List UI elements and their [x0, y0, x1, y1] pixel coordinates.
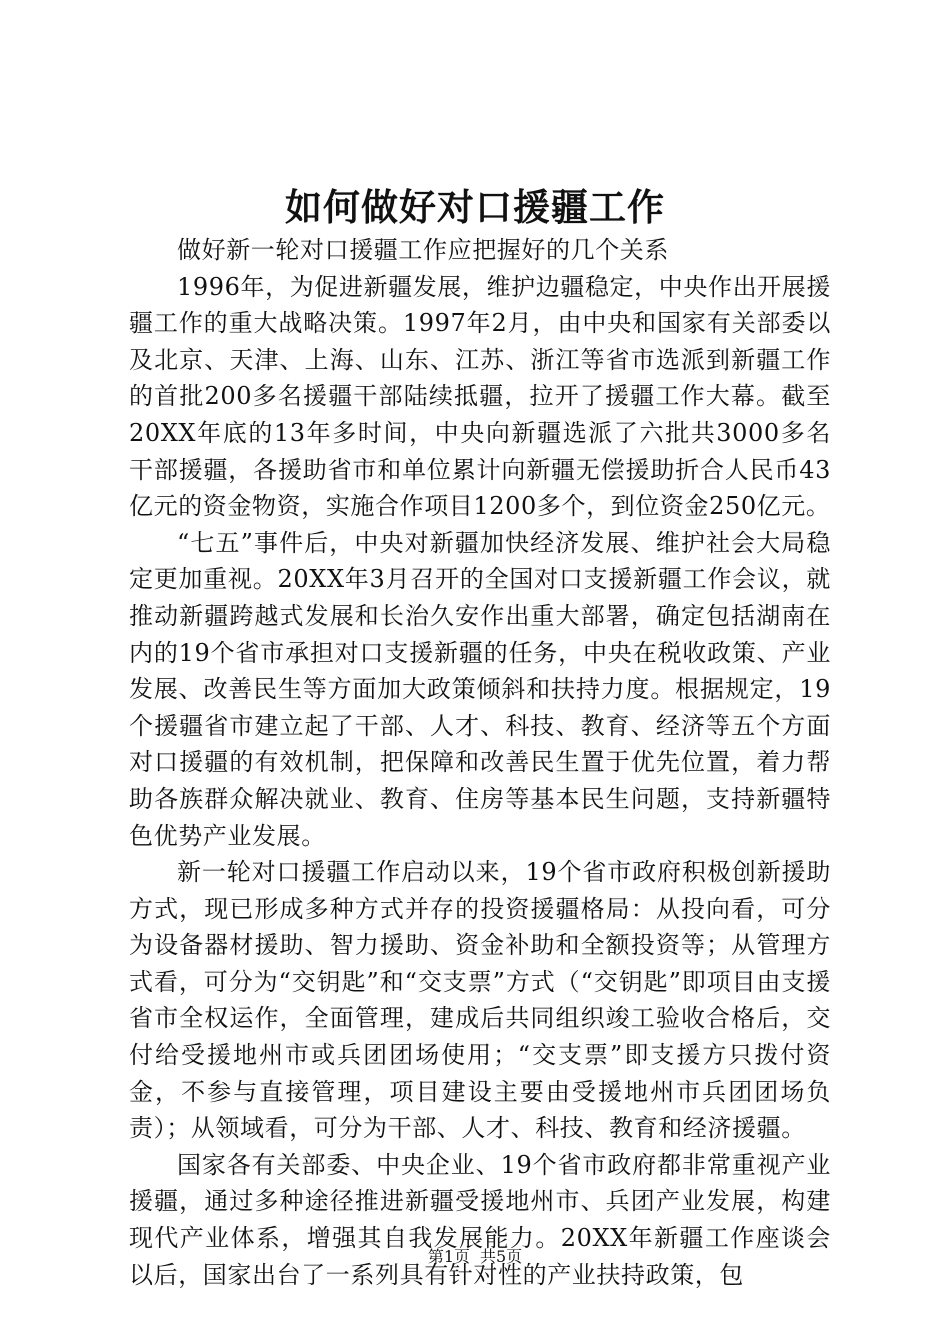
subtitle-paragraph: 做好新一轮对口援疆工作应把握好的几个关系 [177, 236, 669, 264]
page-footer [0, 1246, 950, 1268]
body-paragraph: 1996年，为促进新疆发展，维护边疆稳定，中央作出开展援疆工作的重大战略决策。1997年2月，由中央和国家有关部委以及北京、天津、上海、山东、江苏、浙江等省市选派到新疆工作的首批200多名援疆干部陆续抵疆，拉开了援疆工作大幕。截至20XX年底的13年多时间，中央向新疆选派了六批共3000多名干部援疆，各援助省市和单位累计向新疆无偿援助折合人民币43亿元的资金物资，实施合作项目1200多个，到位资金250亿元。 [129, 272, 831, 521]
page-number-total: 共5页 [480, 1247, 523, 1266]
body-paragraph: 国家各有关部委、中央企业、19个省市政府都非常重视产业援疆，通过多种途径推进新疆受援地州市、兵团产业发展，构建现代产业体系，增强其自我发展能力。20XX年新疆工作座谈会以后，国家出台了一系列具有针对性的产业扶持政策，包 [129, 1150, 831, 1289]
body-paragraph: 新一轮对口援疆工作启动以来，19个省市政府积极创新援助方式，现已形成多种方式并存的投资援疆格局：从投向看，可分为设备器材援助、智力援助、资金补助和全额投资等；从管理方式看，可分为“交钥匙”和“交支票”方式（“交钥匙”即项目由支援省市全权运作，全面管理，建成后共同组织竣工验收合格后，交付给受援地州市或兵团团场使用；“交支票”即支援方只拨付资金，不参与直接管理，项目建设主要由受援地州市兵团团场负责）；从领域看，可分为干部、人才、科技、教育和经济援疆。 [129, 858, 831, 1143]
document-body [129, 232, 831, 1293]
page-number-current: 第1页 [427, 1247, 470, 1266]
document-title: 如何做好对口援疆工作 [285, 185, 665, 229]
body-paragraph: “七五”事件后，中央对新疆加快经济发展、维护社会大局稳定更加重视。20XX年3月召开的全国对口支援新疆工作会议，就推动新疆跨越式发展和长治久安作出重大部署，确定包括湖南在内的19个省市承担对口支援新疆的任务，中央在税收政策、产业发展、改善民生等方面加大政策倾斜和扶持力度。根据规定，19个援疆省市建立起了干部、人才、科技、教育、经济等五个方面对口援疆的有效机制，把保障和改善民生置于优先位置，着力帮助各族群众解决就业、教育、住房等基本民生问题，支持新疆特色优势产业发展。 [129, 528, 831, 850]
